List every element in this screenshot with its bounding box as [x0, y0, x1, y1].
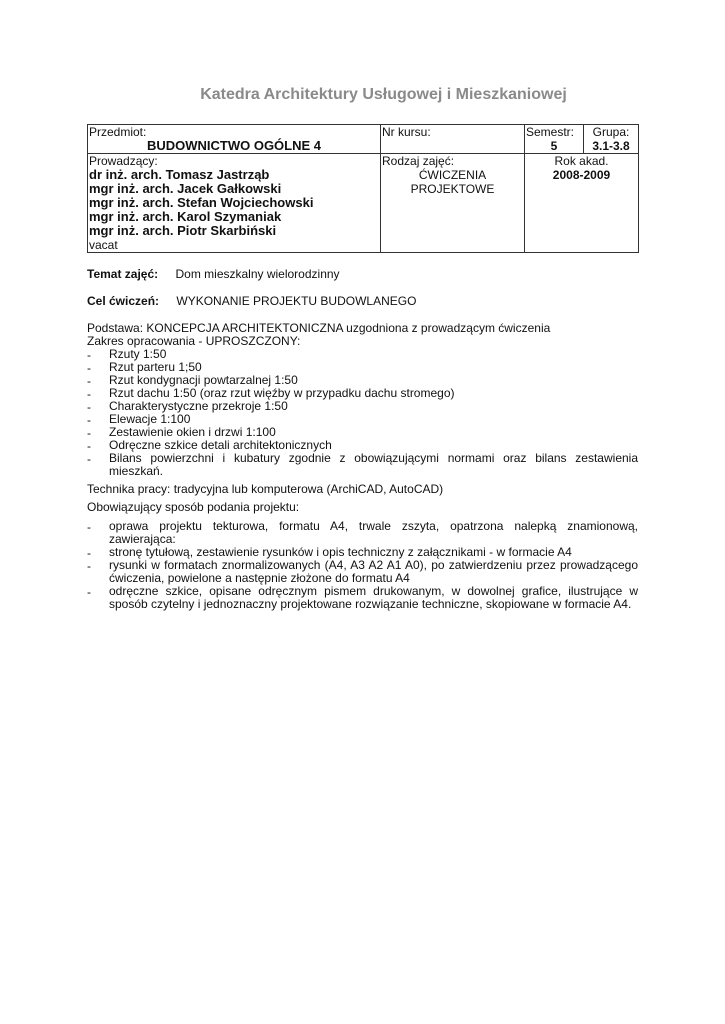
list-item: - oprawa projektu tekturowa, formatu A4, trwale zszyta, opatrzona nalepką znamionową, zawierająca: — [87, 520, 638, 546]
grupa-value: 3.1-3.8 — [592, 139, 630, 153]
nr-kursu-cell — [381, 125, 525, 154]
nr-kursu-label: Nr kursu: — [382, 125, 431, 139]
przedmiot-label: Przedmiot: — [89, 125, 147, 139]
prowadzacy-cell — [88, 154, 381, 253]
prowadzacy-name: mgr inż. arch. Piotr Skarbiński — [89, 223, 277, 238]
technika-text: Technika pracy: tradycyjna lub komputerowa (ArchiCAD, AutoCAD) — [87, 482, 444, 496]
department-title: Katedra Architektury Usługowej i Mieszkaniowej — [200, 86, 567, 103]
semestr-value: 5 — [550, 139, 558, 153]
rodzaj-value: PROJEKTOWE — [410, 182, 495, 196]
list-item: - Rzuty 1:50 — [87, 348, 638, 361]
rok-label: Rok akad. — [554, 154, 609, 168]
grupa-cell — [584, 125, 639, 154]
prowadzacy-name: mgr inż. arch. Stefan Wojciechowski — [89, 195, 314, 210]
temat-label: Temat zajęć: — [87, 267, 159, 281]
list-item: - Rzut kondygnacji powtarzalnej 1:50 — [87, 374, 638, 387]
list-item: - Rzut parteru 1;50 — [87, 361, 638, 374]
rodzaj-label: Rodzaj zajęć: — [382, 154, 455, 168]
prowadzacy-name: mgr inż. arch. Jacek Gałkowski — [89, 181, 282, 196]
table-row — [88, 125, 639, 154]
document-body — [87, 268, 638, 611]
przedmiot-cell — [88, 125, 381, 154]
temat-row — [87, 268, 638, 281]
rok-cell — [525, 154, 639, 253]
rok-value: 2008-2009 — [552, 168, 611, 182]
list-item: - odręczne szkice, opisane odręcznym pismem drukowanym, w dowolnej grafice, ilustrujące w sposób czytelny i jednoznaczny projektowane rozwiązanie techniczne, skopiowane w formacie A4. — [87, 585, 638, 611]
prowadzacy-name: mgr inż. arch. Karol Szymaniak — [89, 209, 282, 224]
temat-value: Dom mieszkalny wielorodzinny — [175, 267, 340, 281]
list-item: - Charakterystyczne przekroje 1:50 — [87, 400, 638, 413]
table-row — [88, 154, 639, 253]
list-item: - Odręczne szkice detali architektonicznych — [87, 439, 638, 452]
rodzaj-cell — [381, 154, 525, 253]
department-header — [0, 86, 725, 104]
vacat-text: vacat — [89, 238, 118, 252]
grupa-label: Grupa: — [592, 125, 630, 139]
sposob-text: Obowiązujący sposób podania projektu: — [87, 500, 300, 514]
semestr-cell — [525, 125, 584, 154]
cel-row — [87, 295, 638, 308]
rodzaj-value: ĆWICZENIA — [418, 168, 487, 182]
podstawa-text: Podstawa: KONCEPCJA ARCHITEKTONICZNA uzgodniona z prowadzącym ćwiczenia — [87, 321, 551, 335]
semestr-label: Semestr: — [526, 125, 575, 139]
przedmiot-value: BUDOWNICTWO OGÓLNE 4 — [146, 138, 322, 153]
cel-label: Cel ćwiczeń: — [87, 294, 160, 308]
list-item: - stronę tytułową, zestawienie rysunków i opis techniczny z załącznikami - w formacie A4 — [87, 546, 638, 559]
list-item: - rysunki w formatach znormalizowanych (A4, A3 A2 A1 A0), po zatwierdzeniu przez prowadzącego ćwiczenia, powielone a następnie złożone do formatu A4 — [87, 559, 638, 585]
cel-value: WYKONANIE PROJEKTU BUDOWLANEGO — [176, 294, 417, 308]
list-item: - Bilans powierzchni i kubatury zgodnie z obowiązującymi normami oraz bilans zestawienia mieszkań. — [87, 452, 638, 478]
prowadzacy-label: Prowadzący: — [89, 154, 158, 168]
sposob-list — [87, 520, 638, 611]
list-item: - Zestawienie okien i drzwi 1:100 — [87, 426, 638, 439]
list-item: - Rzut dachu 1:50 (oraz rzut więźby w przypadku dachu stromego) — [87, 387, 638, 400]
zakres-text: Zakres opracowania - UPROSZCZONY: — [87, 334, 301, 348]
list-item: - Elewacje 1:100 — [87, 413, 638, 426]
zakres-list — [87, 348, 638, 478]
prowadzacy-name: dr inż. arch. Tomasz Jastrząb — [89, 167, 270, 182]
course-info-table — [87, 124, 639, 253]
